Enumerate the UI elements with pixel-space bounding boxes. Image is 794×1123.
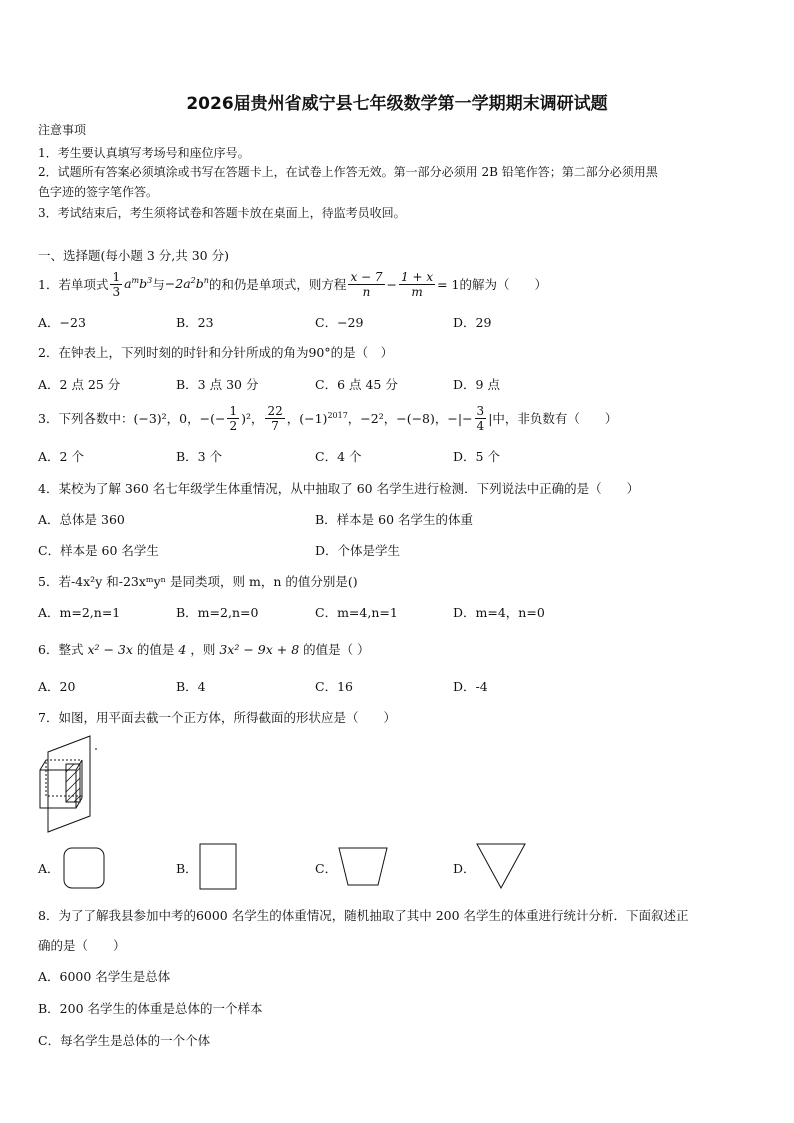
q3-22-7-fraction: $\frac{22}{7}$ [267,403,283,433]
q7-option-c: C． [315,861,338,876]
notice-heading: 注意事项 [38,123,87,137]
q6-value: 4 [178,642,187,657]
q1-coef-fraction: $\frac{1}{3}$ [112,269,121,299]
q2-option-b: B．3 点 30 分 [176,377,259,392]
q6-option-d: D．-4 [453,679,488,694]
cube-section-figure [36,732,102,834]
q3-option-d: D．5 个 [453,449,500,464]
notice-item-2-cont: 色字迹的签字笔作答。 [38,185,159,199]
q7-option-b: B． [176,861,198,876]
triangle-shape [476,843,526,889]
q1-equals: = 1 [437,276,460,292]
q3-part-4: ，−2²，−(−8)，−|− [347,411,473,426]
q6-expr-2: 3x² − 9x + 8 [219,642,300,657]
q7-option-d: D． [453,861,476,876]
q4-option-c: C．样本是 60 名学生 [38,543,159,558]
q3-part-1: (−3)²，0，−(− [133,411,226,426]
q1-eq-fraction-2: $\frac{1 + x}{m}$ [401,269,434,299]
question-6 [38,640,370,658]
q3-option-b: B．3 个 [176,449,223,464]
trapezoid-shape [338,847,388,887]
q1-option-a: A．−23 [38,315,86,330]
question-1 [38,265,547,303]
q6-expr-1: x² − 3x [87,642,133,657]
q5-option-d: D．m=4，n=0 [453,605,545,620]
question-7: 7．如图，用平面去截一个正方体，所得截面的形状应是（ ） [38,710,396,725]
q8-option-a: A．6000 名学生是总体 [38,969,171,984]
q3-three-quarters-fraction: $\frac{3}{4}$ [476,403,485,433]
question-3 [38,399,617,437]
q2-option-c: C．6 点 45 分 [315,377,398,392]
q2-option-a: A．2 点 25 分 [38,377,121,392]
q6-option-a: A．20 [38,679,76,694]
q4-option-d: D．个体是学生 [315,543,401,558]
q3-option-c: C．4 个 [315,449,362,464]
section-heading: 一、选择题(每小题 3 分,共 30 分) [38,248,229,263]
q8-option-b: B．200 名学生的体重是总体的一个样本 [38,1001,263,1016]
q1-eq-fraction-1: $\frac{x - 7}{n}$ [350,269,383,299]
question-4: 4．某校为了解 360 名七年级学生体重情况，从中抽取了 60 名学生进行检测．下列说法中正确的是（ ） [38,481,640,496]
q1-prefix: 1．若单项式 [38,277,109,292]
q6-mid-2: ，则 [190,642,216,657]
q4-option-a: A．总体是 360 [38,512,125,527]
q1-term1: $a^mb^3$ [124,276,153,292]
notice-item-2: 2．试题所有答案必须填涂或书写在答题卡上，在试卷上作答无效。第一部分必须用 2B 铅笔作答；第二部分必须用黑 [38,165,658,179]
q3-part-5: |中，非负数有（ ） [488,411,618,426]
q1-mid: 的和仍是单项式，则方程 [208,277,347,292]
question-5: 5．若-4x²y 和-23xᵐyⁿ 是同类项，则 m，n 的值分别是() [38,574,358,589]
q6-prefix: 6．整式 [38,642,84,657]
q1-term2: $-2a^2b^n$ [164,276,209,292]
q5-option-a: A．m=2,n=1 [38,605,121,620]
q3-part-3: ，$(-1)^{2017}$ [286,410,348,426]
rounded-square-shape [63,847,105,889]
rectangle-shape [199,843,237,891]
q1-minus: − [386,276,398,292]
q6-mid: 的值是 [136,642,175,657]
q6-suffix: 的值是（ ） [303,642,370,657]
q1-suffix: 的解为（ ） [459,277,548,292]
q7-option-a: A． [38,861,60,876]
q6-option-c: C．16 [315,679,353,694]
question-2: 2．在钟表上，下列时刻的时针和分针所成的角为90°的是（ ） [38,345,394,360]
q3-option-a: A．2 个 [38,449,84,464]
q5-option-c: C．m=4,n=1 [315,605,398,620]
q4-option-b: B．样本是 60 名学生的体重 [315,512,474,527]
question-8-line-2: 确的是（ ） [38,938,126,953]
q1-option-c: C．−29 [315,315,364,330]
notice-item-1: 1．考生要认真填写考场号和座位序号。 [38,146,250,160]
q1-and: 与 [152,277,165,292]
q6-option-b: B．4 [176,679,206,694]
notice-item-3: 3．考试结束后，考生须将试卷和答题卡放在桌面上，待监考员收回。 [38,206,406,220]
q3-part-2: )²， [241,411,264,426]
q3-half-fraction: $\frac{1}{2}$ [229,403,238,433]
q8-option-c: C．每名学生是总体的一个个体 [38,1033,211,1048]
q1-option-d: D．29 [453,315,492,330]
q5-option-b: B．m=2,n=0 [176,605,259,620]
question-8-line-1: 8．为了了解我县参加中考的6000 名学生的体重情况，随机抽取了其中 200 名学生的体重进行统计分析．下面叙述正 [38,908,689,923]
q2-option-d: D．9 点 [453,377,500,392]
q3-prefix: 3．下列各数中： [38,411,134,426]
page-title: 2026届贵州省威宁县七年级数学第一学期期末调研试题 [186,94,608,114]
q1-option-b: B．23 [176,315,214,330]
